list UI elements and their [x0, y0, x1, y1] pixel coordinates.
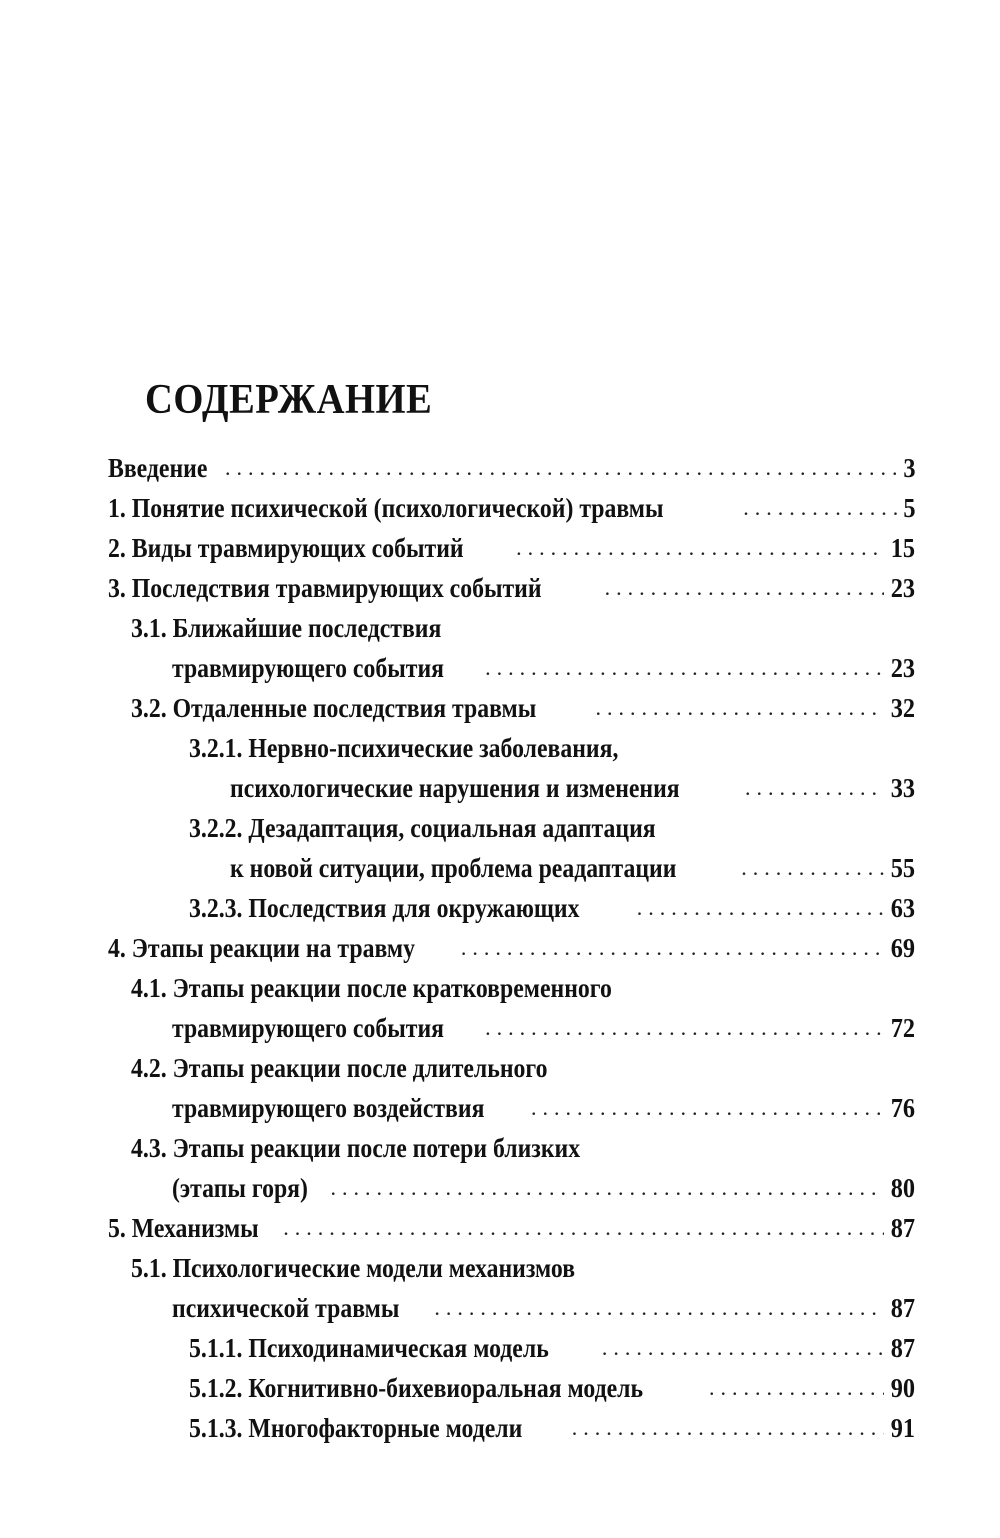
toc-entry-5-1-2[interactable]	[189, 1368, 915, 1408]
toc-page-number: 5	[902, 493, 915, 523]
toc-entry-4-2[interactable]	[131, 1048, 915, 1088]
toc-page-number: 55	[890, 853, 915, 883]
page-title: СОДЕРЖАНИЕ	[145, 377, 433, 423]
toc-entry-label: 1. Понятие психической (психологической) травмы	[108, 493, 664, 523]
toc-entry-3-2-2[interactable]	[189, 808, 915, 848]
toc-entry-label: 3.2.2. Дезадаптация, социальная адаптация	[189, 813, 656, 843]
toc-entry-label: 5.1.3. Многофакторные модели	[189, 1413, 523, 1443]
toc-entry-label: 5. Механизмы	[108, 1213, 259, 1243]
toc-page-number: 3	[902, 453, 915, 483]
toc-entry-3-1[interactable]	[131, 608, 915, 648]
toc-entry-label: 3. Последствия травмирующих событий	[108, 573, 542, 603]
toc-entry-1[interactable]	[108, 488, 915, 528]
dot-leader	[283, 1208, 884, 1248]
toc-entry-5-1-3[interactable]	[189, 1408, 915, 1448]
toc-entry-3-2[interactable]	[131, 688, 915, 728]
toc-entry-4-2-continuation[interactable]	[172, 1088, 915, 1128]
dot-leader	[743, 488, 897, 528]
toc-page-number: 87	[890, 1293, 915, 1323]
toc-entry-label: 4.3. Этапы реакции после потери близких	[131, 1133, 581, 1163]
toc-page-number: 15	[890, 533, 915, 563]
toc-entry-continuation: психической травмы	[172, 1293, 400, 1323]
toc-entry-5-1-continuation[interactable]	[172, 1288, 915, 1328]
toc-page-number: 69	[890, 933, 915, 963]
toc-entry-label: 3.2. Отдаленные последствия травмы	[131, 693, 537, 723]
dot-leader	[461, 928, 884, 968]
toc-entry-intro[interactable]	[108, 448, 915, 488]
toc-page-number: 32	[890, 693, 915, 723]
toc-entry-4-1-continuation[interactable]	[172, 1008, 915, 1048]
toc-page-number: 72	[890, 1013, 915, 1043]
toc-page-number: 23	[890, 573, 915, 603]
toc-page-number: 23	[890, 653, 915, 683]
dot-leader	[485, 1008, 884, 1048]
dot-leader	[605, 568, 884, 608]
toc-entry-label: 3.2.3. Последствия для окружающих	[189, 893, 580, 923]
toc-entry-label: 4.1. Этапы реакции после кратковременного	[131, 973, 612, 1003]
toc-entry-continuation: травмирующего события	[172, 1013, 444, 1043]
dot-leader	[745, 768, 884, 808]
toc-entry-label: 2. Виды травмирующих событий	[108, 533, 464, 563]
dot-leader	[709, 1368, 884, 1408]
dot-leader	[602, 1328, 884, 1368]
dot-leader	[531, 1088, 884, 1128]
dot-leader	[741, 848, 884, 888]
toc-entry-label: 5.1.1. Психодинамическая модель	[189, 1333, 549, 1363]
toc-entry-2[interactable]	[108, 528, 915, 568]
toc-entry-label: 4. Этапы реакции на травму	[108, 933, 415, 963]
toc-entry-3-2-3[interactable]	[189, 888, 915, 928]
toc-entry-5-1-1[interactable]	[189, 1328, 915, 1368]
toc-entry-4-3-continuation[interactable]	[172, 1168, 915, 1208]
toc-page-number: 63	[890, 893, 915, 923]
toc-entry-3-2-1-continuation[interactable]	[230, 768, 915, 808]
toc-entry-label: Введение	[108, 453, 208, 483]
toc-page-number: 33	[890, 773, 915, 803]
toc-page-number: 87	[890, 1333, 915, 1363]
dot-leader	[485, 648, 884, 688]
dot-leader	[434, 1288, 884, 1328]
dot-leader	[572, 1408, 884, 1448]
toc-entry-3-1-continuation[interactable]	[172, 648, 915, 688]
toc-entry-label: 5.1.2. Когнитивно-бихевиоральная модель	[189, 1373, 644, 1403]
dot-leader	[331, 1168, 885, 1208]
toc-entry-3[interactable]	[108, 568, 915, 608]
toc-entry-continuation: травмирующего события	[172, 653, 444, 683]
toc-entry-5-1[interactable]	[131, 1248, 915, 1288]
toc-entry-3-2-1[interactable]	[189, 728, 915, 768]
toc-entry-label: 3.2.1. Нервно-психические заболевания,	[189, 733, 619, 763]
toc-entry-label: 4.2. Этапы реакции после длительного	[131, 1053, 548, 1083]
toc-page-number: 91	[890, 1413, 915, 1443]
toc-page-number: 90	[890, 1373, 915, 1403]
toc-page-number: 87	[890, 1213, 915, 1243]
toc-entry-continuation: к новой ситуации, проблема реадаптации	[230, 853, 677, 883]
dot-leader	[516, 528, 884, 568]
toc-entry-5[interactable]	[108, 1208, 915, 1248]
dot-leader	[225, 448, 898, 488]
toc-entry-4-1[interactable]	[131, 968, 915, 1008]
toc-entry-4[interactable]	[108, 928, 915, 968]
toc-entry-label: 5.1. Психологические модели механизмов	[131, 1253, 576, 1283]
toc-entry-label: 3.1. Ближайшие последствия	[131, 613, 442, 643]
toc-entry-3-2-2-continuation[interactable]	[230, 848, 915, 888]
toc-page-number: 80	[890, 1173, 915, 1203]
toc-entry-4-3[interactable]	[131, 1128, 915, 1168]
toc-entry-continuation: (этапы горя)	[172, 1173, 308, 1203]
toc-page-number: 76	[890, 1093, 915, 1123]
dot-leader	[596, 688, 884, 728]
toc-entry-continuation: травмирующего воздействия	[172, 1093, 485, 1123]
dot-leader	[637, 888, 884, 928]
toc-entry-continuation: психологические нарушения и изменения	[230, 773, 680, 803]
